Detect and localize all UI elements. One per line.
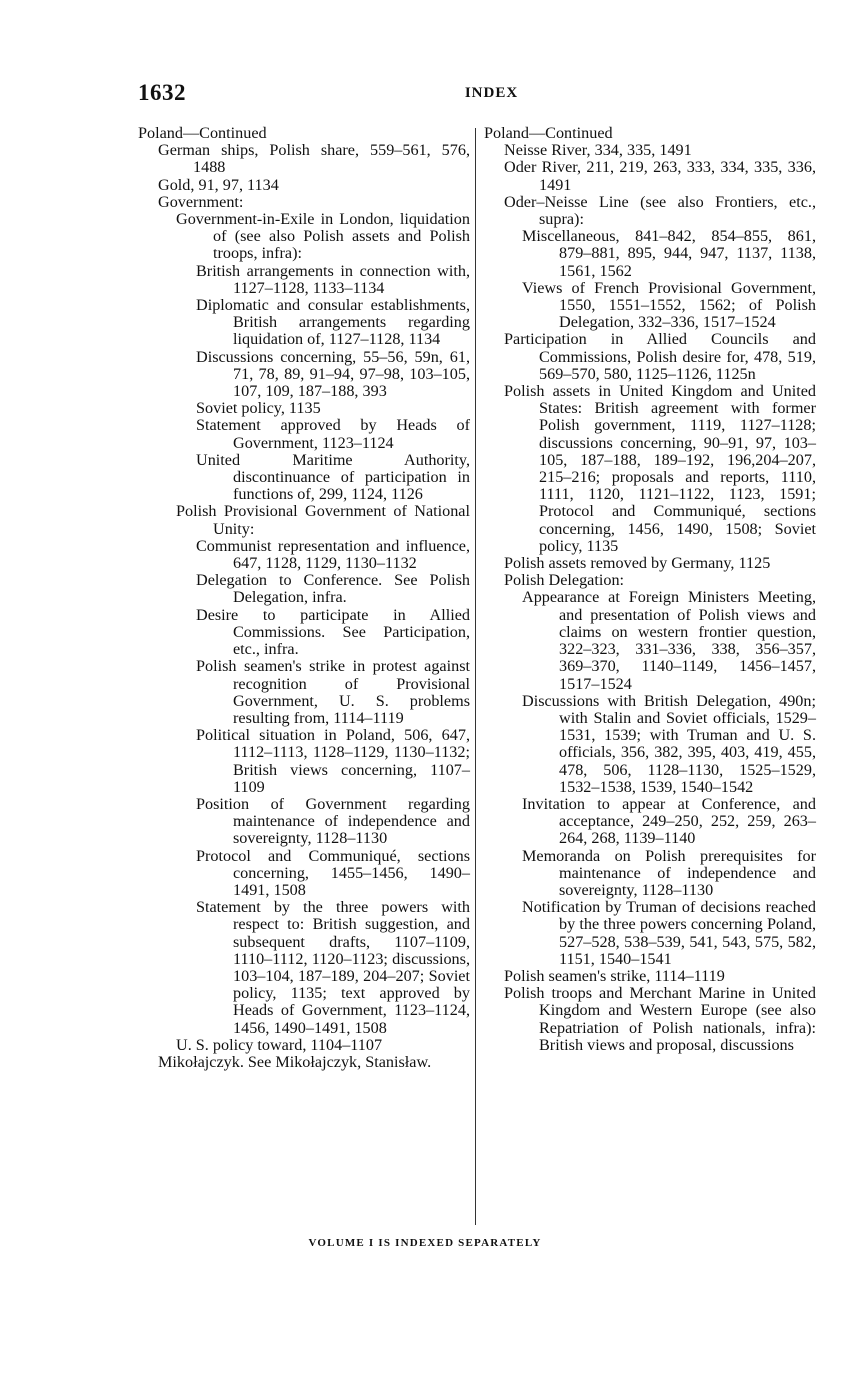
column-divider: [475, 128, 476, 1225]
index-heading: Poland—Continued: [484, 124, 613, 142]
index-entry: Desire to participate in Allied Commissions. See Participation, etc., infra.: [196, 605, 470, 659]
index-entry: Statement by the three powers with respect to: British suggestion, and subsequent drafts, 1107–1109, 1110–1112, 1120–1123; discussions, 103–104, 187–189, 204–207; Soviet policy, 1135; text approved by Heads of Government, 1123–1124, 1456, 1490–1491, 1508: [196, 898, 470, 1037]
index-entry: Polish Delegation:: [504, 571, 625, 590]
index-entry: Government:: [158, 192, 244, 211]
index-entry: Communist representation and influence, 647, 1128, 1129, 1130–1132: [196, 536, 470, 573]
index-entry: Discussions with British Delegation, 490n; with Stalin and Soviet officials, 1529–1531, 1539; with Truman and U. S. officials, 356, 382, 395, 403, 419, 455, 478, 506, 1128–1130, 1525–1529, 1532–1538, 1539, 1540–1542: [522, 691, 816, 796]
index-entry: Miscellaneous, 841–842, 854–855, 861, 879–881, 895, 944, 947, 1137, 1138, 1561, 1562: [522, 227, 816, 280]
index-entry: Polish seamen's strike, 1114–1119: [504, 966, 725, 985]
index-entry: Position of Government regarding maintenance of independence and sovereignty, 1128–1130: [196, 794, 470, 848]
index-entry: Notification by Truman of decisions reached by the three powers concerning Poland, 527–528, 538–539, 541, 543, 575, 582, 1151, 1540–1541: [522, 898, 816, 968]
running-head: INDEX: [464, 85, 519, 101]
page-header: [138, 80, 815, 110]
page-number: 1632: [138, 80, 186, 105]
index-entry: Gold, 91, 97, 1134: [158, 175, 279, 194]
index-entry: Neisse River, 334, 335, 1491: [504, 141, 692, 160]
index-entry: Delegation to Conference. See Polish Delegation, infra.: [196, 571, 470, 607]
index-entry: Oder River, 211, 219, 263, 333, 334, 335, 336, 1491: [504, 158, 816, 194]
index-entry: Polish troops and Merchant Marine in United Kingdom and Western Europe (see also Repatriation of Polish nationals, infra): British views and proposal, discussions: [504, 984, 816, 1054]
index-entry: United Maritime Authority, discontinuance of participation in functions of, 299, 1124, 1126: [196, 450, 470, 504]
index-entry: German ships, Polish share, 559–561, 576, 1488: [158, 141, 470, 177]
index-entry: Government-in-Exile in London, liquidation of (see also Polish assets and Polish troops, infra):: [176, 210, 470, 263]
index-entry: Participation in Allied Councils and Commissions, Polish desire for, 478, 519, 569–570, 580, 1125–1126, 1125n: [504, 330, 816, 383]
index-column-left: [138, 125, 470, 1071]
footer-note: VOLUME I IS INDEXED SEPARATELY: [308, 1237, 542, 1249]
index-entry: Statement approved by Heads of Government, 1123–1124: [196, 416, 470, 452]
index-heading: Poland—Continued: [138, 124, 267, 142]
index-entry: Oder–Neisse Line (see also Frontiers, etc., supra):: [504, 192, 816, 229]
index-entry: Diplomatic and consular establishments, British arrangements regarding liquidation of, 1127–1128, 1134: [196, 296, 470, 349]
index-entry: Polish assets removed by Germany, 1125: [504, 554, 771, 573]
index-entry: Discussions concerning, 55–56, 59n, 61, 71, 78, 89, 91–94, 97–98, 103–105, 107, 109, 187–188, 393: [196, 347, 470, 401]
index-entry: Polish Provisional Government of National Unity:: [176, 502, 470, 538]
index-entry: British arrangements in connection with, 1127–1128, 1133–1134: [196, 261, 470, 297]
index-entry: Polish assets in United Kingdom and United States: British agreement with former Polish government, 1119, 1127–1128; discussions concerning, 90–91, 97, 103–105, 187–188, 189–192, 196,204–207, 215–216; proposals and reports, 1110, 1111, 1120, 1121–1122, 1123, 1591; Protocol and Communiqué, sections concerning, 1456, 1490, 1508; Soviet policy, 1135: [504, 382, 816, 555]
index-entry: U. S. policy toward, 1104–1107: [176, 1035, 383, 1054]
index-entry: Views of French Provisional Government, 1550, 1551–1552, 1562; of Polish Delegation, 332–336, 1517–1524: [522, 278, 816, 332]
index-entry: Protocol and Communiqué, sections concerning, 1455–1456, 1490–1491, 1508: [196, 846, 470, 899]
index-entry: Mikołajczyk. See Mikołajczyk, Stanisław.: [158, 1052, 432, 1071]
index-entry: Political situation in Poland, 506, 647, 1112–1113, 1128–1129, 1130–1132; British views concerning, 1107–1109: [196, 726, 470, 796]
index-entry: Memoranda on Polish prerequisites for maintenance of independence and sovereignty, 1128–1130: [522, 846, 816, 899]
index-entry: Polish seamen's strike in protest against recognition of Provisional Government, U. S. problems resulting from, 1114–1119: [196, 657, 470, 727]
index-entry: Appearance at Foreign Ministers Meeting, and presentation of Polish views and claims on western frontier question, 322–323, 331–336, 338, 356–357, 369–370, 1140–1149, 1456–1457, 1517–1524: [522, 588, 816, 693]
index-entry: Invitation to appear at Conference, and acceptance, 249–250, 252, 259, 263–264, 268, 1139–1140: [522, 794, 816, 848]
index-entry: Soviet policy, 1135: [196, 399, 321, 418]
index-column-right: [484, 125, 816, 1054]
